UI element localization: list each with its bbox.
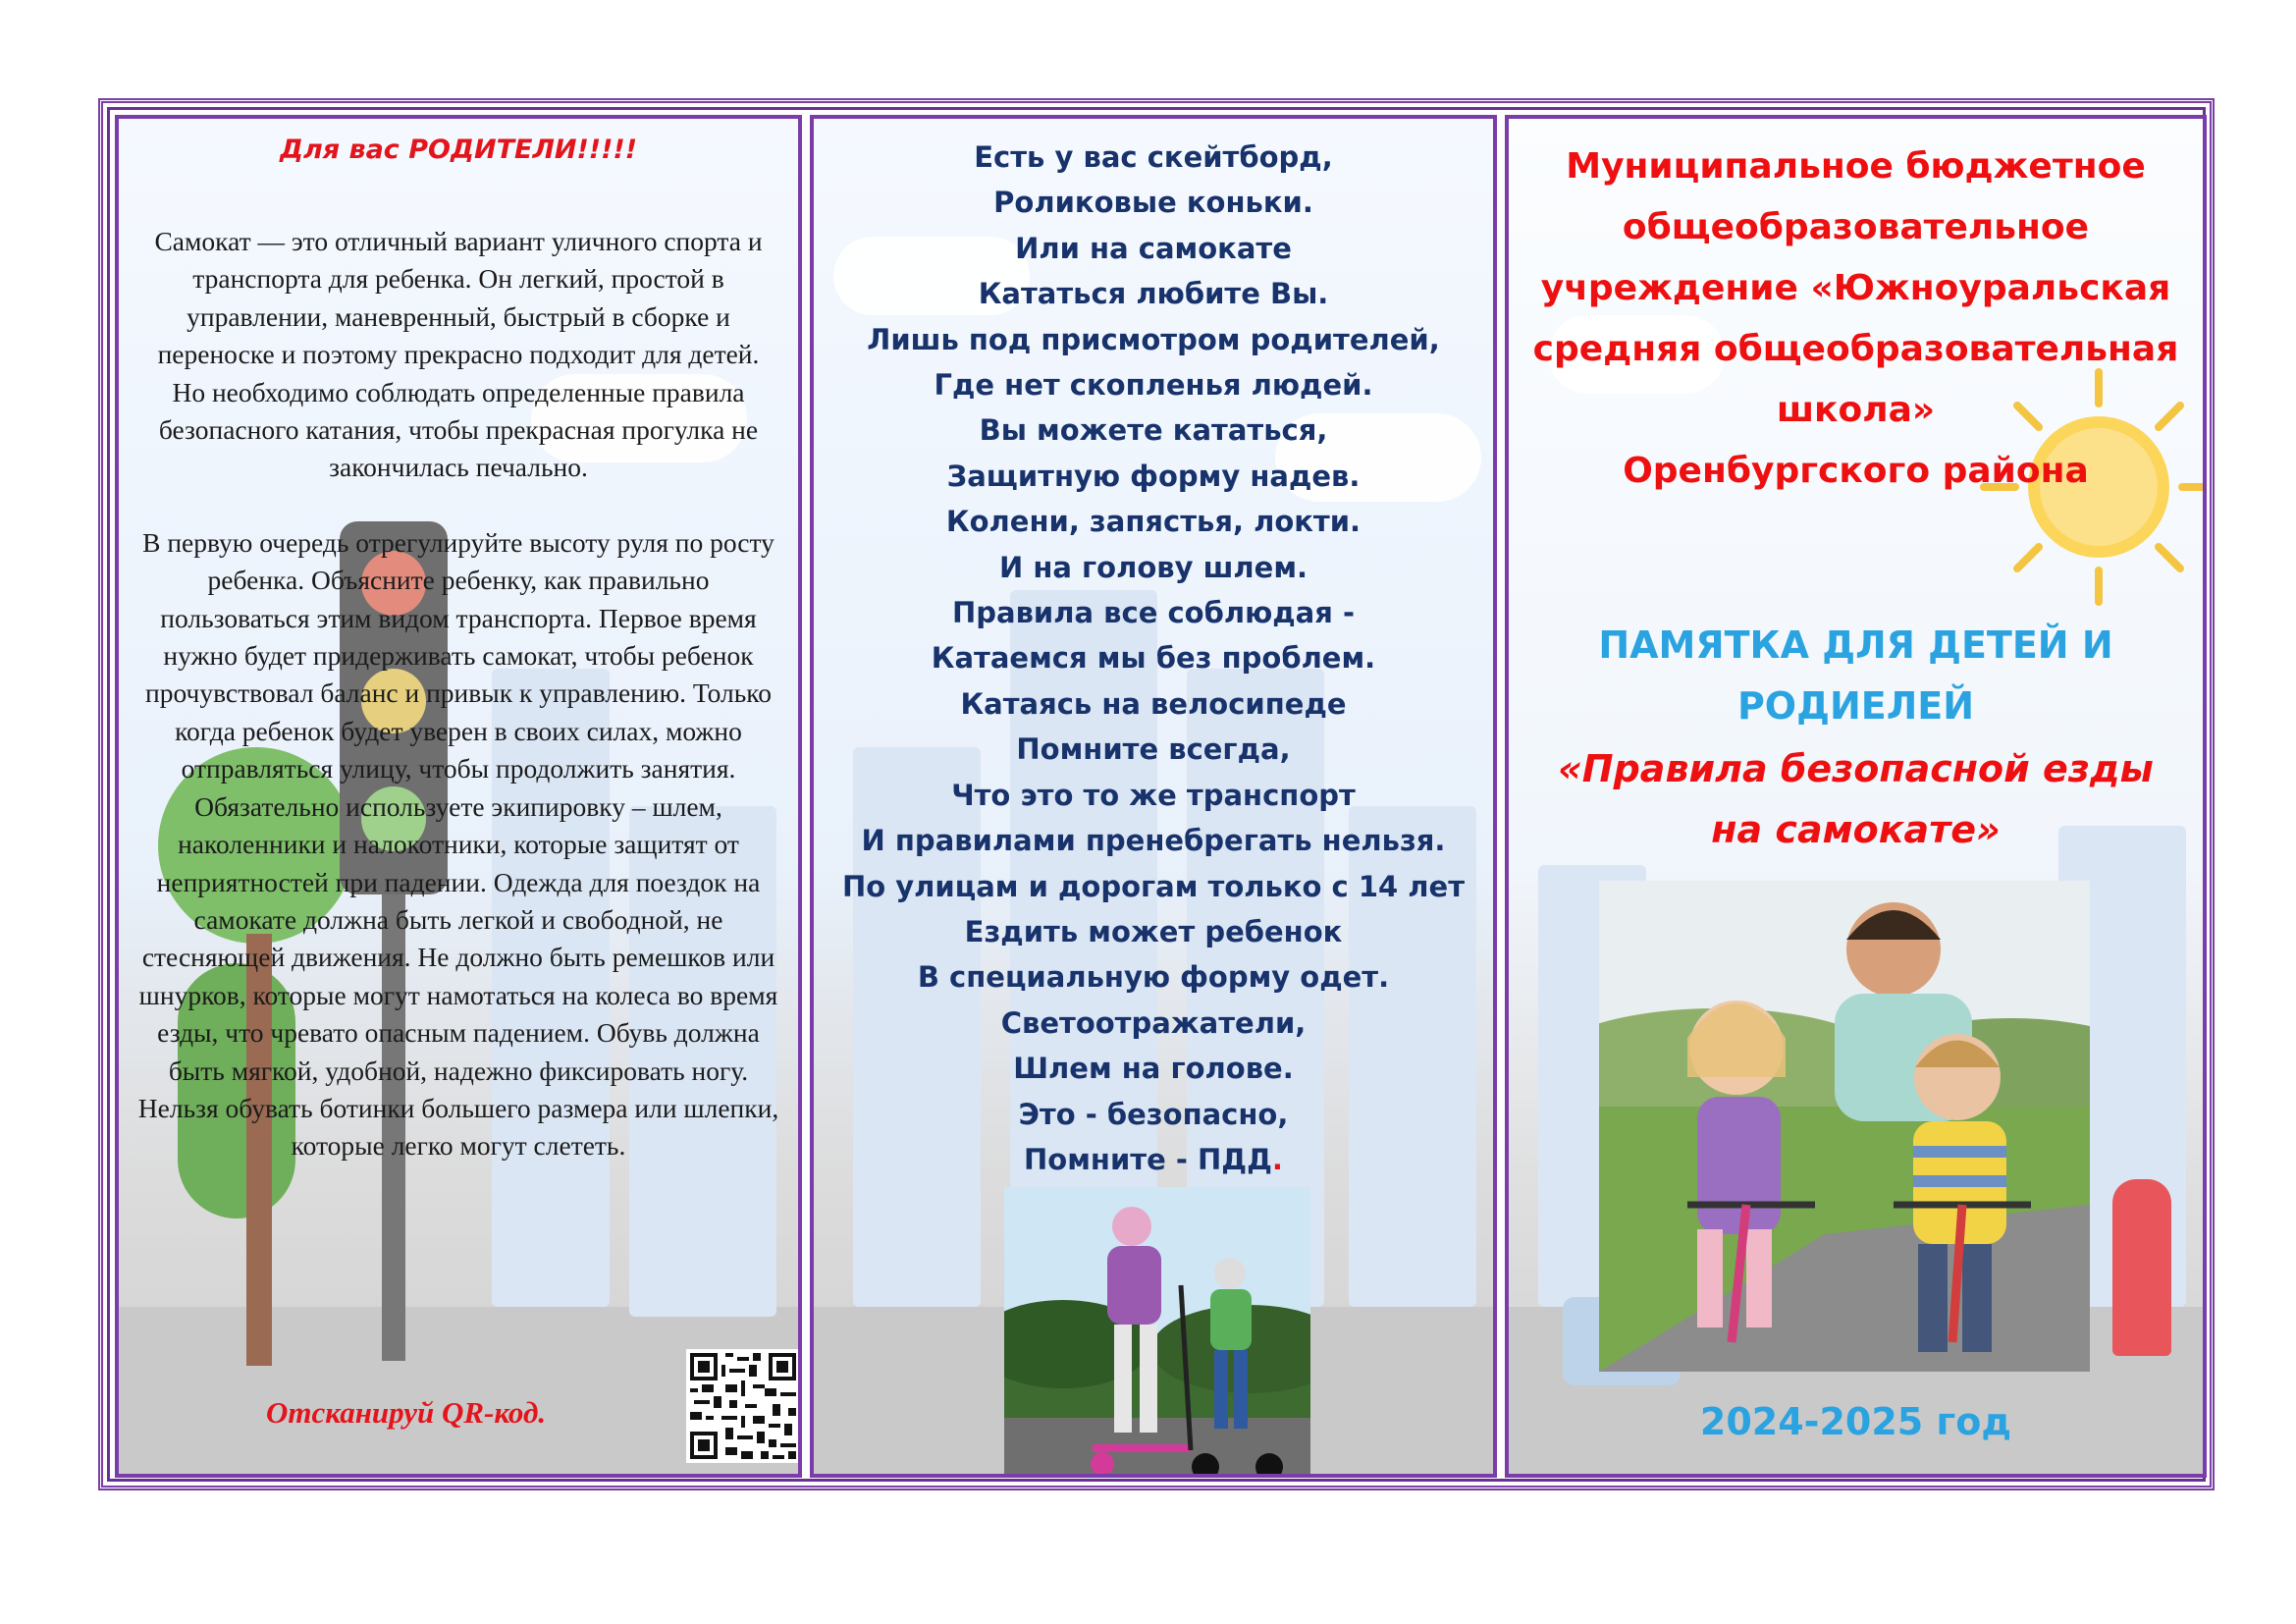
school-line: Оренбургского района: [1623, 451, 2089, 491]
year: 2024-2025 год: [1699, 1400, 2012, 1443]
family-scooter-photo: [1599, 881, 2090, 1372]
poem-line: Катаемся мы без проблем.: [931, 641, 1376, 676]
poem-line: Помните - ПДД.: [1024, 1142, 1283, 1176]
qr-caption: Отсканируй QR-код.: [266, 1395, 547, 1430]
memo-line: ПАМЯТКА ДЛЯ ДЕТЕЙ И: [1598, 623, 2113, 667]
poem-line: Лишь под присмотром родителей,: [867, 322, 1440, 356]
poem-line: Катаясь на велосипеде: [960, 686, 1347, 721]
school-name: [1519, 136, 2193, 502]
poem-line: И на голову шлем.: [998, 550, 1308, 584]
rules-line: «Правила безопасной езды: [1558, 747, 2154, 790]
school-line: школа»: [1776, 390, 1936, 430]
school-line: средняя общеобразовательная: [1532, 329, 2179, 369]
school-line: общеобразовательное: [1622, 207, 2090, 247]
kids-scooter-photo: [1004, 1187, 1310, 1478]
poem-line: Ездить может ребенок: [964, 914, 1343, 948]
panel-cover: [1505, 115, 2207, 1478]
poem-line: Где нет скопленья людей.: [934, 368, 1373, 403]
poem-line: Что это то же транспорт: [951, 778, 1356, 812]
poem-line: Колени, запястья, локти.: [945, 505, 1362, 539]
school-line: Муниципальное бюджетное: [1566, 146, 2146, 187]
poem-line: Шлем на голове.: [1013, 1052, 1294, 1086]
parents-heading: Для вас РОДИТЕЛИ!!!!!: [279, 135, 638, 165]
poem-line: По улицам и дорогам только с 14 лет: [841, 869, 1466, 903]
parents-text: [133, 223, 784, 1165]
poem-line: Это - безопасно,: [1018, 1097, 1289, 1131]
school-line: учреждение «Южноуральская: [1540, 268, 2171, 308]
poem-line: Или на самокате: [1015, 231, 1292, 265]
panel-parents: [115, 115, 802, 1478]
brochure: [98, 98, 2215, 1490]
poem-line: Есть у вас скейтборд,: [974, 140, 1333, 174]
memo-line: РОДИЕЛЕЙ: [1736, 684, 1975, 728]
paragraph: Но необходимо соблюдать определенные правила безопасного катания, чтобы прекрасная прогулка не закончилась печально.: [158, 376, 759, 483]
memo-title: [1519, 615, 2193, 736]
paragraph: Самокат — это отличный вариант уличного спорта и транспорта для ребенка. Он легкий, простой в управлении, маневренный, быстрый в сборке и переноске и поэтому прекрасно подходит для детей.: [154, 226, 763, 370]
poem-line: Светоотражатели,: [1000, 1005, 1307, 1040]
paragraph: В первую очередь отрегулируйте высоту руля по росту ребенка. Объясните ребенку, как правильно пользоваться этим видом транспорта. Первое время нужно будет придерживать самокат, чтобы ребенок прочувствовал баланс и привык к управлению. Только когда ребенок будет уверен в своих силах, можно отправляться улицу, чтобы продолжить занятия. Обязательно используете экипировку – шлем, наколенники и налокотники, которые защитят от неприятностей при падении. Одежда для поездок на самокате должна быть легкой и свободной, не стесняющей движения. Не должно быть ремешков или шнурков, которые могут намотаться на колеса во время езды, что чревато опасным падением. Обувь должна быть мягкой, удобной, надежно фиксировать ногу. Нельзя обувать ботинки большего размера или шлепки, которые легко могут слететь.: [137, 526, 779, 1162]
hydrant: [2112, 1179, 2171, 1356]
poem: [814, 135, 1493, 1182]
poem-line: Правила все соблюдая -: [951, 596, 1356, 630]
poem-line: Роликовые коньки.: [993, 186, 1313, 220]
qr-code-icon[interactable]: [686, 1349, 800, 1463]
poem-line: И правилами пренебрегать нельзя.: [861, 824, 1446, 858]
poem-line: Кататься любите Вы.: [978, 277, 1329, 311]
poem-line: Защитную форму надев.: [946, 459, 1361, 493]
poem-line: Вы можете кататься,: [979, 413, 1328, 448]
poem-line: Помните всегда,: [1016, 732, 1291, 767]
poem-line: В специальную форму одет.: [917, 960, 1390, 995]
panel-poem: [810, 115, 1497, 1478]
rules-line: на самокате»: [1711, 808, 2001, 851]
rules-title: [1519, 738, 2193, 860]
poem-end-mark: .: [1271, 1142, 1283, 1176]
